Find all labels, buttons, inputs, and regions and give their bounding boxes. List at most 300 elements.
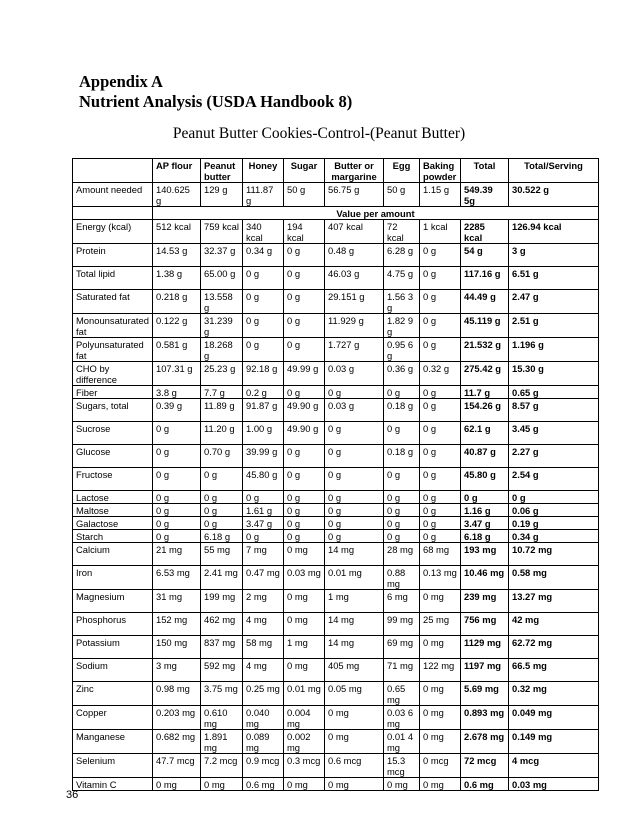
table-cell: 14 mg	[325, 636, 384, 659]
table-cell: 0 g	[420, 290, 461, 314]
table-cell: 45.80 g	[243, 468, 284, 491]
table-cell: 0 g	[325, 517, 384, 530]
table-cell: 0 g	[420, 517, 461, 530]
table-cell: 0 mg	[284, 778, 325, 791]
table-cell: 140.625 g	[153, 183, 201, 207]
table-cell: 3 g	[509, 244, 599, 267]
table-cell: 91.87 g	[243, 399, 284, 422]
table-row	[73, 338, 599, 362]
table-row	[73, 314, 599, 338]
table-cell: 44.49 g	[461, 290, 509, 314]
table-cell: 199 mg	[201, 590, 243, 613]
table-cell: 0 mg	[420, 730, 461, 754]
table-cell: 0 g	[284, 445, 325, 468]
table-cell: 0 mg	[153, 778, 201, 791]
table-cell: 29.151 g	[325, 290, 384, 314]
table-cell: 0 g	[201, 491, 243, 504]
table-cell: 0 g	[325, 491, 384, 504]
table-cell: 150 mg	[153, 636, 201, 659]
table-cell: 756 mg	[461, 613, 509, 636]
table-row	[73, 422, 599, 445]
table-cell: 0.70 g	[201, 445, 243, 468]
table-cell: 1.891 mg	[201, 730, 243, 754]
table-cell: 0 mg	[325, 706, 384, 730]
table-cell: 0 g	[325, 504, 384, 517]
table-cell: 0 mg	[325, 730, 384, 754]
table-cell: 0 g	[153, 422, 201, 445]
table-row	[73, 517, 599, 530]
table-cell: 0 g	[420, 314, 461, 338]
table-cell: 10.72 mg	[509, 543, 599, 566]
column-header: Total	[461, 159, 509, 183]
row-label: Glucose	[73, 445, 153, 468]
table-cell: 0 g	[201, 468, 243, 491]
table-cell: 0.58 mg	[509, 566, 599, 590]
table-cell: 3.75 mg	[201, 682, 243, 706]
table-cell: 549.39 5g	[461, 183, 509, 207]
table-cell: 0.3 mcg	[284, 754, 325, 778]
table-cell: 66.5 mg	[509, 659, 599, 682]
table-row	[73, 504, 599, 517]
table-cell: 3.47 g	[461, 517, 509, 530]
table-cell: 111.87 g	[243, 183, 284, 207]
table-cell: 0.32 g	[420, 362, 461, 386]
table-cell: 0 g	[325, 422, 384, 445]
table-cell: 0 g	[201, 517, 243, 530]
row-label: Sucrose	[73, 422, 153, 445]
row-label: Galactose	[73, 517, 153, 530]
table-cell: 0.01 4 mg	[384, 730, 420, 754]
table-cell: 11.7 g	[461, 386, 509, 399]
table-cell: 1.56 3 g	[384, 290, 420, 314]
table-cell: 837 mg	[201, 636, 243, 659]
table-cell: 405 mg	[325, 659, 384, 682]
table-cell: 0 g	[284, 244, 325, 267]
table-cell: 6 mg	[384, 590, 420, 613]
table-cell: 1 kcal	[420, 220, 461, 244]
table-row	[73, 590, 599, 613]
table-cell: 45.119 g	[461, 314, 509, 338]
table-cell: 0.34 g	[243, 244, 284, 267]
table-cell: 6.51 g	[509, 267, 599, 290]
table-row	[73, 613, 599, 636]
table-cell: 0 g	[284, 290, 325, 314]
table-cell: 0.03 g	[325, 399, 384, 422]
table-cell: 7.2 mcg	[201, 754, 243, 778]
table-cell: 0 g	[243, 530, 284, 543]
table-cell: 0.25 mg	[243, 682, 284, 706]
table-cell: 6.18 g	[461, 530, 509, 543]
table-cell: 5.69 mg	[461, 682, 509, 706]
table-cell: 0.049 mg	[509, 706, 599, 730]
table-cell: 0 g	[325, 445, 384, 468]
table-row	[73, 636, 599, 659]
table-cell: 0 g	[284, 468, 325, 491]
table-cell: 14.53 g	[153, 244, 201, 267]
table-cell: 1197 mg	[461, 659, 509, 682]
row-label: Magnesium	[73, 590, 153, 613]
table-cell: 0.47 mg	[243, 566, 284, 590]
row-label: Calcium	[73, 543, 153, 566]
table-cell: 0 g	[384, 530, 420, 543]
table-cell: 2.51 g	[509, 314, 599, 338]
table-cell: 0 g	[420, 386, 461, 399]
table-cell: 0 g	[420, 530, 461, 543]
table-cell: 8.57 g	[509, 399, 599, 422]
amount-row	[73, 183, 599, 207]
table-cell: 0 mg	[420, 778, 461, 791]
table-cell: 0 mcg	[420, 754, 461, 778]
table-cell: 0.18 g	[384, 445, 420, 468]
table-cell: 45.80 g	[461, 468, 509, 491]
row-label: Polyunsaturated fat	[73, 338, 153, 362]
table-cell: 0 g	[153, 517, 201, 530]
table-cell: 0.002 mg	[284, 730, 325, 754]
column-header: Baking powder	[420, 159, 461, 183]
table-cell: 0.03 6 mg	[384, 706, 420, 730]
table-cell: 0 g	[384, 517, 420, 530]
table-cell: 55 mg	[201, 543, 243, 566]
table-cell: 126.94 kcal	[509, 220, 599, 244]
table-cell: 2.54 g	[509, 468, 599, 491]
table-cell: 107.31 g	[153, 362, 201, 386]
table-cell: 7 mg	[243, 543, 284, 566]
table-cell: 0 mg	[420, 682, 461, 706]
table-cell: 0.6 mcg	[325, 754, 384, 778]
table-cell: 1.00 g	[243, 422, 284, 445]
table-cell: 0.03 mg	[284, 566, 325, 590]
row-label: Fiber	[73, 386, 153, 399]
table-cell: 2.41 mg	[201, 566, 243, 590]
table-row	[73, 530, 599, 543]
table-cell: 47.7 mcg	[153, 754, 201, 778]
table-cell: 0.01 mg	[325, 566, 384, 590]
table-cell: 0 g	[420, 504, 461, 517]
table-cell: 71 mg	[384, 659, 420, 682]
table-cell: 0.32 mg	[509, 682, 599, 706]
table-cell: 0.6 mg	[461, 778, 509, 791]
table-cell: 0 g	[325, 530, 384, 543]
table-cell: 50 g	[384, 183, 420, 207]
table-cell: 0 g	[420, 244, 461, 267]
row-label: Phosphorus	[73, 613, 153, 636]
table-cell: 4 mg	[243, 613, 284, 636]
table-cell: 0 g	[153, 445, 201, 468]
row-label: Starch	[73, 530, 153, 543]
table-cell: 72 mcg	[461, 754, 509, 778]
table-cell: 1.82 9 g	[384, 314, 420, 338]
table-cell: 0.122 g	[153, 314, 201, 338]
table-cell: 152 mg	[153, 613, 201, 636]
table-cell: 0 g	[153, 530, 201, 543]
table-cell: 129 g	[201, 183, 243, 207]
table-cell: 0 g	[325, 468, 384, 491]
page-number: 36	[66, 789, 79, 801]
table-cell: 0 g	[284, 517, 325, 530]
table-cell: 462 mg	[201, 613, 243, 636]
table-cell: 3 mg	[153, 659, 201, 682]
table-cell: 0 g	[420, 445, 461, 468]
table-cell: 0.19 g	[509, 517, 599, 530]
table-cell: 0 mg	[420, 590, 461, 613]
table-cell: 3.8 g	[153, 386, 201, 399]
table-cell: 0 g	[420, 338, 461, 362]
table-cell: 0 g	[384, 422, 420, 445]
table-cell: 0.34 g	[509, 530, 599, 543]
table-cell: 65.00 g	[201, 267, 243, 290]
table-row	[73, 445, 599, 468]
table-cell: 99 mg	[384, 613, 420, 636]
table-cell: 239 mg	[461, 590, 509, 613]
table-cell: 0.9 mcg	[243, 754, 284, 778]
table-row	[73, 659, 599, 682]
table-cell: 0 g	[384, 504, 420, 517]
table-cell: 0.03 mg	[509, 778, 599, 791]
table-cell: 2 mg	[243, 590, 284, 613]
table-row	[73, 543, 599, 566]
table-cell: 0.65 mg	[384, 682, 420, 706]
table-cell: 0.218 g	[153, 290, 201, 314]
table-cell: 0 mg	[284, 590, 325, 613]
table-cell: 0.610 mg	[201, 706, 243, 730]
table-cell: 25.23 g	[201, 362, 243, 386]
table-cell: 0.18 g	[384, 399, 420, 422]
table-cell: 2.27 g	[509, 445, 599, 468]
row-label: Selenium	[73, 754, 153, 778]
table-cell: 4 mg	[243, 659, 284, 682]
table-cell: 40.87 g	[461, 445, 509, 468]
table-cell: 122 mg	[420, 659, 461, 682]
table-row	[73, 399, 599, 422]
table-cell: 50 g	[284, 183, 325, 207]
table-cell: 0 g	[243, 267, 284, 290]
table-row	[73, 220, 599, 244]
table-cell: 3.47 g	[243, 517, 284, 530]
table-cell: 0 g	[284, 491, 325, 504]
row-label: Zinc	[73, 682, 153, 706]
table-row	[73, 682, 599, 706]
table-cell: 0 g	[243, 338, 284, 362]
row-label: Sodium	[73, 659, 153, 682]
table-cell: 0.01 mg	[284, 682, 325, 706]
table-cell: 49.90 g	[284, 399, 325, 422]
table-title: Peanut Butter Cookies-Control-(Peanut Butter)	[172, 125, 466, 142]
table-cell: 0 g	[284, 530, 325, 543]
table-cell: 0 g	[243, 290, 284, 314]
table-cell: 0.149 mg	[509, 730, 599, 754]
table-cell: 4 mcg	[509, 754, 599, 778]
table-cell: 0 g	[420, 422, 461, 445]
table-cell: 0 mg	[284, 543, 325, 566]
table-cell: 0 g	[284, 504, 325, 517]
table-row	[73, 362, 599, 386]
table-cell: 6.28 g	[384, 244, 420, 267]
table-cell: 0 g	[384, 491, 420, 504]
table-row	[73, 566, 599, 590]
table-cell: 1.727 g	[325, 338, 384, 362]
table-cell: 3.45 g	[509, 422, 599, 445]
table-cell: 0.65 g	[509, 386, 599, 399]
table-cell: 25 mg	[420, 613, 461, 636]
table-cell: 31 mg	[153, 590, 201, 613]
header-row	[73, 159, 599, 183]
row-label: Manganese	[73, 730, 153, 754]
table-row	[73, 778, 599, 791]
row-label: Iron	[73, 566, 153, 590]
table-cell: 0.88 mg	[384, 566, 420, 590]
table-cell: 117.16 g	[461, 267, 509, 290]
table-cell: 0.36 g	[384, 362, 420, 386]
row-label: Potassium	[73, 636, 153, 659]
table-cell: 6.53 mg	[153, 566, 201, 590]
table-cell: 62.72 mg	[509, 636, 599, 659]
table-cell: 194 kcal	[284, 220, 325, 244]
table-cell: 30.522 g	[509, 183, 599, 207]
table-row	[73, 244, 599, 267]
table-cell: 1.196 g	[509, 338, 599, 362]
table-cell: 0.06 g	[509, 504, 599, 517]
table-cell: 154.26 g	[461, 399, 509, 422]
table-cell	[73, 207, 153, 220]
table-cell: 21.532 g	[461, 338, 509, 362]
column-header: Total/Serving	[509, 159, 599, 183]
table-cell: 0 g	[284, 386, 325, 399]
row-label: Sugars, total	[73, 399, 153, 422]
table-cell: 62.1 g	[461, 422, 509, 445]
table-cell: 0 mg	[420, 706, 461, 730]
table-cell: 0.682 mg	[153, 730, 201, 754]
row-label: Maltose	[73, 504, 153, 517]
table-cell: 28 mg	[384, 543, 420, 566]
table-cell: 0 g	[153, 491, 201, 504]
table-row	[73, 386, 599, 399]
table-cell: 0 g	[243, 314, 284, 338]
row-label: Fructose	[73, 468, 153, 491]
table-cell: 0.581 g	[153, 338, 201, 362]
table-cell: 0 g	[284, 267, 325, 290]
table-cell: 0.089 mg	[243, 730, 284, 754]
table-cell: 0.05 mg	[325, 682, 384, 706]
column-header: AP flour	[153, 159, 201, 183]
table-row	[73, 754, 599, 778]
table-cell: 592 mg	[201, 659, 243, 682]
table-cell: 0 g	[461, 491, 509, 504]
table-cell: 0.2 g	[243, 386, 284, 399]
table-row	[73, 730, 599, 754]
section-label: Value per amount	[153, 207, 599, 220]
appendix-subtitle: Nutrient Analysis (USDA Handbook 8)	[79, 92, 353, 111]
table-cell: 14 mg	[325, 613, 384, 636]
table-cell: 0 mg	[284, 613, 325, 636]
table-cell: 1129 mg	[461, 636, 509, 659]
table-cell: 0 mg	[201, 778, 243, 791]
column-header: Honey	[243, 159, 284, 183]
table-row	[73, 290, 599, 314]
table-cell: 39.99 g	[243, 445, 284, 468]
table-cell: 54 g	[461, 244, 509, 267]
table-cell: 6.18 g	[201, 530, 243, 543]
table-cell: 0.13 mg	[420, 566, 461, 590]
table-cell: 14 mg	[325, 543, 384, 566]
table-cell: Amount needed	[73, 183, 153, 207]
table-cell: 1 mg	[284, 636, 325, 659]
table-cell: 72 kcal	[384, 220, 420, 244]
table-cell: 2.47 g	[509, 290, 599, 314]
table-cell: 18.268 g	[201, 338, 243, 362]
table-cell: 0 g	[509, 491, 599, 504]
table-cell: 759 kcal	[201, 220, 243, 244]
row-label: Vitamin C	[73, 778, 153, 791]
table-row	[73, 491, 599, 504]
table-cell: 15.3 mcg	[384, 754, 420, 778]
table-cell: 0 mg	[384, 778, 420, 791]
table-cell: 0.95 6 g	[384, 338, 420, 362]
table-cell: 13.558 g	[201, 290, 243, 314]
table-cell: 0 mg	[284, 659, 325, 682]
table-cell: 58 mg	[243, 636, 284, 659]
column-header: Sugar	[284, 159, 325, 183]
table-cell: 0 g	[420, 468, 461, 491]
table-cell: 1.15 g	[420, 183, 461, 207]
row-label: Protein	[73, 244, 153, 267]
row-label: CHO by difference	[73, 362, 153, 386]
table-cell: 0 g	[243, 491, 284, 504]
table-cell: 0.6 mg	[243, 778, 284, 791]
table-cell: 92.18 g	[243, 362, 284, 386]
table-cell: 340 kcal	[243, 220, 284, 244]
table-cell: 0 g	[284, 338, 325, 362]
table-cell: 0 g	[201, 504, 243, 517]
table-cell: 0 g	[384, 468, 420, 491]
table-cell: 0.98 mg	[153, 682, 201, 706]
table-cell: 0 g	[384, 386, 420, 399]
table-row	[73, 706, 599, 730]
table-cell: 7.7 g	[201, 386, 243, 399]
table-cell: 1.16 g	[461, 504, 509, 517]
table-cell: 31.239 g	[201, 314, 243, 338]
table-cell: 2.678 mg	[461, 730, 509, 754]
table-cell: 0 mg	[325, 778, 384, 791]
row-label: Lactose	[73, 491, 153, 504]
table-cell: 0 g	[284, 314, 325, 338]
table-cell: 1 mg	[325, 590, 384, 613]
table-cell: 10.46 mg	[461, 566, 509, 590]
table-cell: 15.30 g	[509, 362, 599, 386]
table-cell: 11.929 g	[325, 314, 384, 338]
appendix-heading	[79, 72, 539, 112]
table-cell: 69 mg	[384, 636, 420, 659]
table-cell: 49.90 g	[284, 422, 325, 445]
table-cell: 0 g	[420, 491, 461, 504]
table-cell: 407 kcal	[325, 220, 384, 244]
table-cell: 2285 kcal	[461, 220, 509, 244]
row-label: Energy (kcal)	[73, 220, 153, 244]
table-cell: 0 g	[420, 267, 461, 290]
nutrient-table	[72, 158, 599, 791]
table-cell: 275.42 g	[461, 362, 509, 386]
table-cell: 1.61 g	[243, 504, 284, 517]
column-header: Egg	[384, 159, 420, 183]
row-label: Monounsaturated fat	[73, 314, 153, 338]
table-cell: 11.20 g	[201, 422, 243, 445]
table-cell: 13.27 mg	[509, 590, 599, 613]
table-cell: 193 mg	[461, 543, 509, 566]
table-cell: 0.040 mg	[243, 706, 284, 730]
table-cell: 21 mg	[153, 543, 201, 566]
table-cell: 68 mg	[420, 543, 461, 566]
row-label: Copper	[73, 706, 153, 730]
table-cell: 32.37 g	[201, 244, 243, 267]
